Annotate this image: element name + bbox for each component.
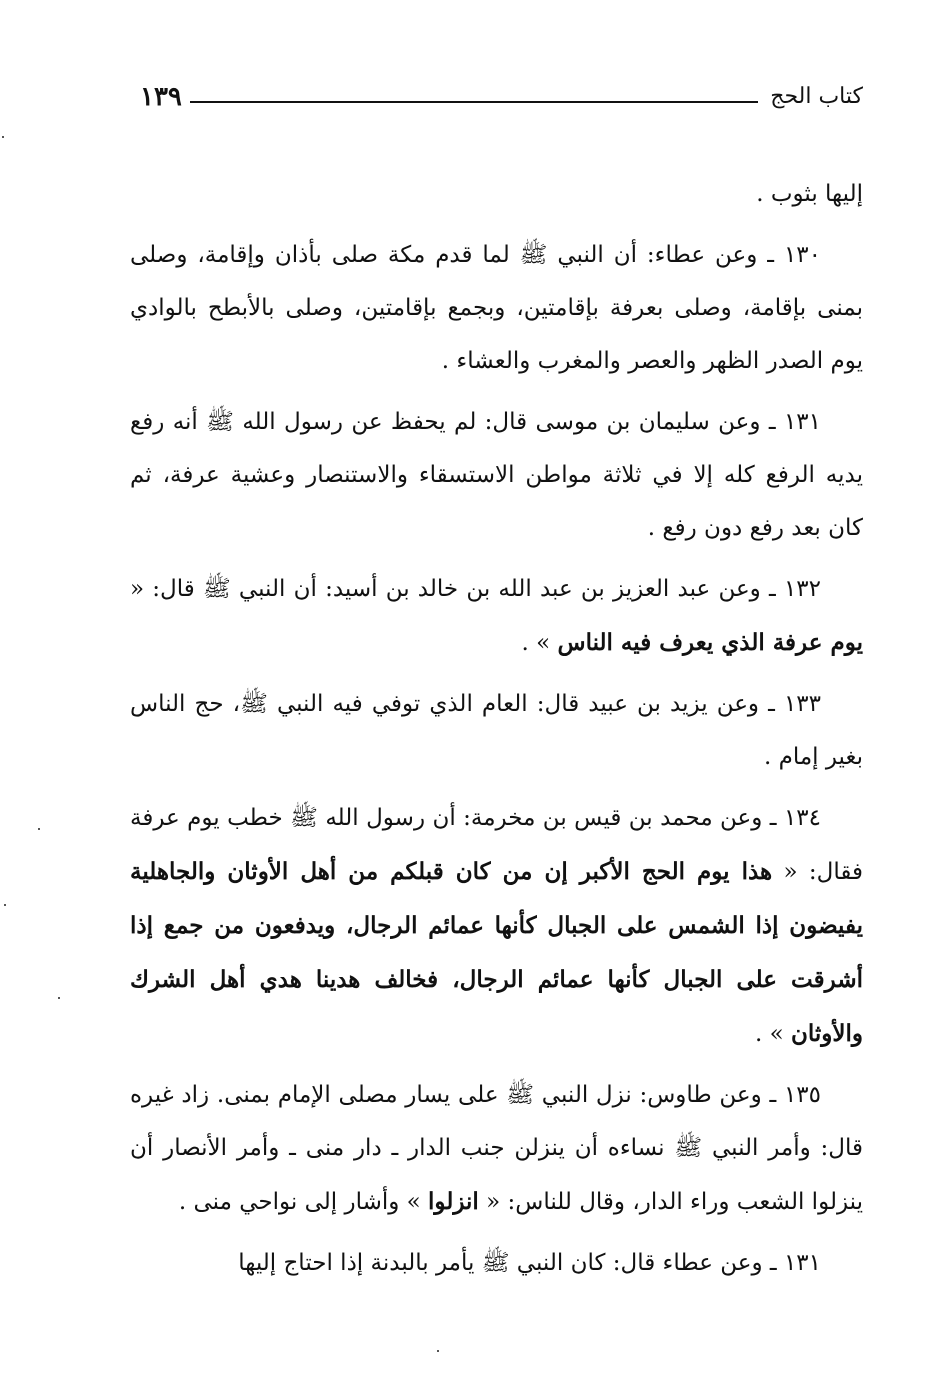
paragraph-132-text: ١٣٢ ـ وعن عبد العزيز بن عبد الله بن خالد بن أسيد: أن النبي ﷺ قال: «: [130, 576, 821, 602]
scan-speck: [38, 828, 40, 830]
paragraph-135-end: » وأشار إلى نواحي منى .: [178, 1189, 421, 1215]
paragraph-134: [130, 792, 863, 1061]
paragraph-134-hadith: هذا يوم الحج الأكبر إن من كان قبلكم من أهل الأوثان والجاهلية يفيضون إذا الشمس على الجبال كأنها عمائم الرجال، ويدفعون من جمع إذا أشرقت على الجبال كأنها عمائم الرجال، فخالف هدينا هدي أهل الشرك والأوثان: [130, 858, 863, 1047]
scan-speck: [437, 1350, 439, 1352]
page-header: [130, 82, 863, 122]
paragraph-132-end: » .: [521, 630, 551, 656]
scan-speck: [4, 904, 6, 906]
paragraph-135-quote: انزلوا: [428, 1188, 479, 1215]
header-rule: [190, 101, 758, 103]
paragraph-continuation: إليها بثوب .: [756, 181, 863, 207]
paragraph-134-text: ١٣٤ ـ وعن محمد بن قيس بن مخرمة: أن رسول الله ﷺ خطب يوم عرفة فقال: «: [130, 805, 863, 885]
paragraph-134-end: » .: [754, 1021, 784, 1047]
paragraph-130: ١٣٠ ـ وعن عطاء: أن النبي ﷺ لما قدم مكة صلى بأذان وإقامة، وصلى بمنى بإقامة، وصلى بعرفة بإقامتين، وبجمع بإقامتين، وصلى بالأبطح بالوادي يوم الصدر الظهر والعصر والمغرب والعشاء .: [130, 242, 863, 374]
paragraph-131-sulaiman: ١٣١ ـ وعن سليمان بن موسى قال: لم يحفظ عن رسول الله ﷺ أنه رفع يديه الرفع كله إلا في ثلاثة مواطن الاستسقاء والاستنصار وعشية عرفة، ثم كان بعد رفع دون رفع .: [130, 409, 863, 541]
paragraph-132-hadith: يوم عرفة الذي يعرف فيه الناس: [557, 629, 863, 656]
scan-speck: [58, 997, 60, 999]
paragraph-131-ata: ١٣١ ـ وعن عطاء قال: كان النبي ﷺ يأمر بالبدنة إذا احتاج إليها: [238, 1250, 821, 1276]
paragraph-135: [130, 1069, 863, 1229]
scan-speck: [2, 136, 4, 138]
running-title: كتاب الحج: [770, 84, 863, 109]
paragraph-135-text: ١٣٥ ـ وعن طاوس: نزل النبي ﷺ على يسار مصلى الإمام بمنى. زاد غيره قال: وأمر النبي ﷺ نساءه أن ينزلن جنب الدار ـ دار منى ـ وأمر الأنصار أن ينزلوا الشعب وراء الدار، وقال للناس: «: [130, 1082, 863, 1215]
page-number: ١٣٩: [140, 82, 182, 112]
page-body: [130, 168, 863, 1298]
paragraph-132: [130, 563, 863, 670]
paragraph-133: ١٣٣ ـ وعن يزيد بن عبيد قال: العام الذي توفي فيه النبي ﷺ، حج الناس بغير إمام .: [130, 691, 863, 770]
